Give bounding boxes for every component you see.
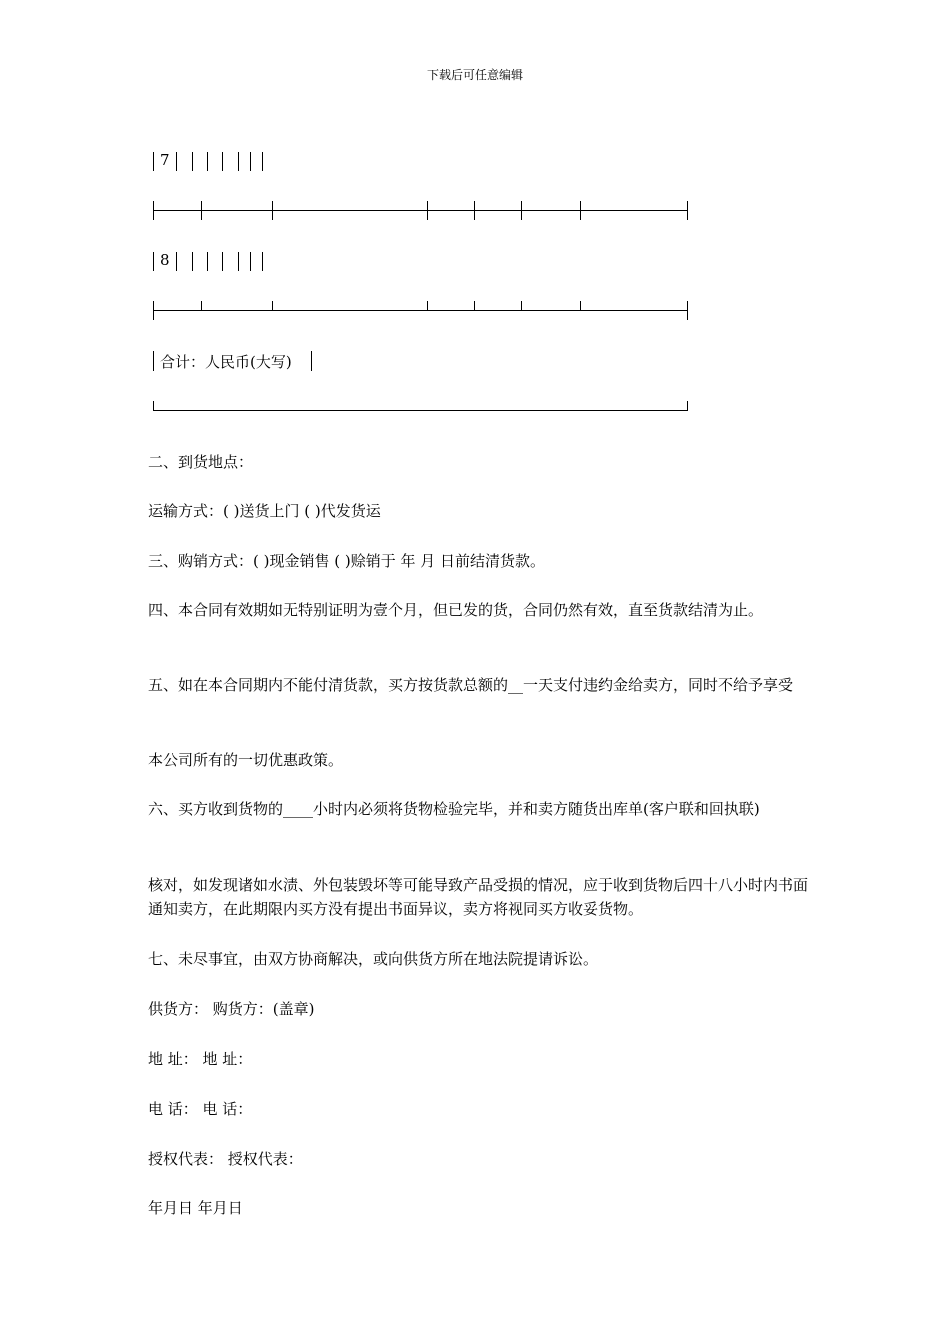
section-4: 四、本合同有效期如无特别证明为壹个月，但已发的货，合同仍然有效，直至货款结清为止。 [148,601,764,619]
page-header: 下载后可任意编辑 [426,68,523,82]
section-7: 七、未尽事宜，由双方协商解决，或向供货方所在地法院提请诉讼。 [148,950,599,968]
row-number: 8 [160,251,170,269]
transport-method: 运输方式：( )送货上门 ( )代发货运 [148,502,381,520]
signature-representative: 授权代表： 授权代表： [148,1150,303,1168]
signature-address: 地 址： 地 址： [148,1050,253,1068]
section-2: 二、到货地点： [148,453,254,471]
row-number: 7 [160,151,170,169]
section-6-continued: 核对，如发现诸如水渍、外包装毁坏等可能导致产品受损的情况，应于收到货物后四十八小时内书面通知卖方，在此期限内买方没有提出书面异议，卖方将视同买方收妥货物。 [148,876,809,918]
signature-date: 年月日 年月日 [148,1199,243,1217]
total-label: 合计：人民币(大写) [160,353,292,371]
section-6: 六、买方收到货物的____小时内必须将货物检验完毕，并和卖方随货出库单(客户联和回执联) [148,800,760,818]
section-5: 五、如在本合同期内不能付清货款，买方按货款总额的__一天支付违约金给卖方，同时不给予享受 [148,676,794,694]
section-3: 三、购销方式：( )现金销售 ( )赊销于 年 月 日前结清货款。 [148,552,546,570]
signature-phone: 电 话： 电 话： [148,1100,253,1118]
signature-parties: 供货方： 购货方：(盖章) [148,1000,315,1018]
section-5-continued: 本公司所有的一切优惠政策。 [148,751,344,769]
